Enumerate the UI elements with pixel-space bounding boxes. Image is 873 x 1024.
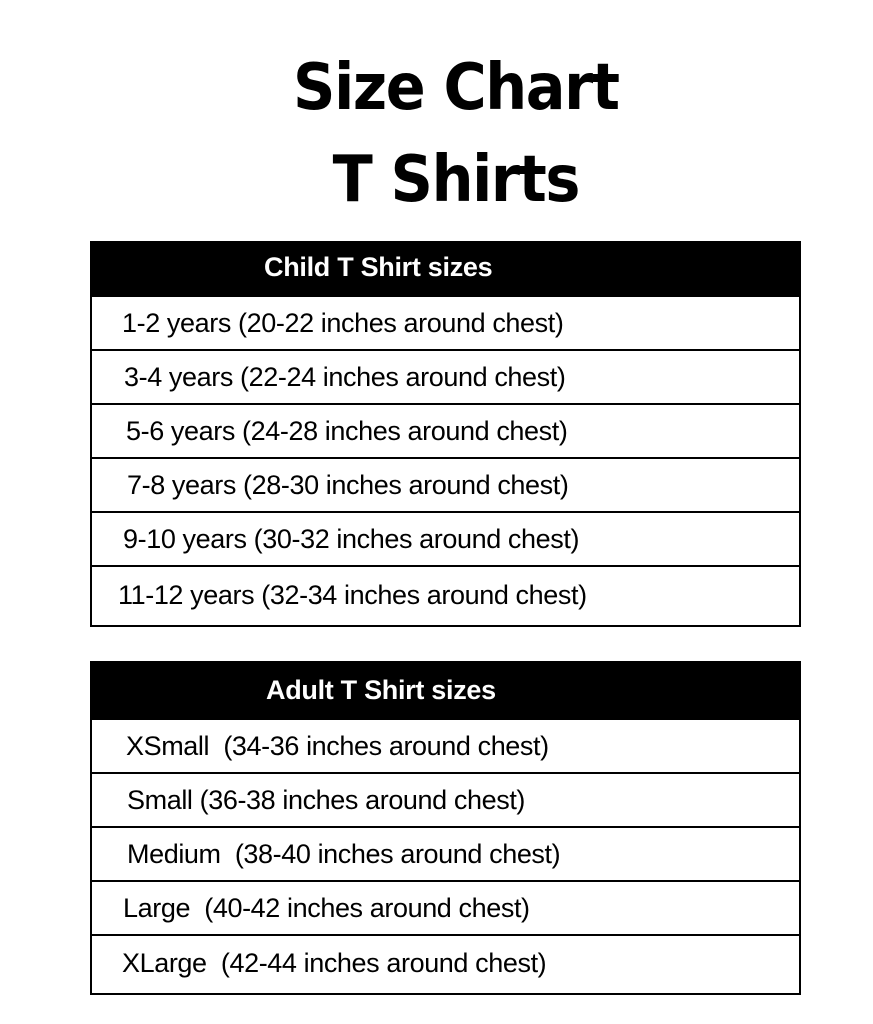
page-title-line-2: T Shirts — [332, 143, 579, 217]
child-size-row-1-2 — [92, 295, 799, 349]
child-size-row-text: 7-8 years (28-30 inches around chest) — [127, 469, 569, 500]
adult-size-row-small — [92, 772, 799, 826]
adult-size-row-text: Large (40-42 inches around chest) — [123, 892, 530, 923]
child-size-row-text: 11-12 years (32-34 inches around chest) — [118, 579, 587, 610]
child-size-row-text: 1-2 years (20-22 inches around chest) — [122, 307, 564, 338]
child-size-row-11-12 — [92, 565, 799, 623]
child-size-row-text: 9-10 years (30-32 inches around chest) — [123, 523, 580, 554]
adult-size-row-xsmall — [92, 718, 799, 772]
adult-size-row-medium — [92, 826, 799, 880]
adult-size-row-large — [92, 880, 799, 934]
adult-size-row-xlarge — [92, 934, 799, 991]
child-size-row-text: 5-6 years (24-28 inches around chest) — [126, 415, 568, 446]
child-table-header: Child T Shirt sizes — [92, 241, 799, 295]
child-size-row-3-4 — [92, 349, 799, 403]
child-size-row-5-6 — [92, 403, 799, 457]
adult-size-table — [90, 661, 801, 995]
child-size-row-text: 3-4 years (22-24 inches around chest) — [124, 361, 566, 392]
page-title-line-1: Size Chart — [293, 51, 619, 125]
adult-size-row-text: Small (36-38 inches around chest) — [127, 784, 526, 815]
adult-size-row-text: XLarge (42-44 inches around chest) — [122, 948, 547, 978]
adult-table-header: Adult T Shirt sizes — [92, 661, 799, 718]
child-size-row-9-10 — [92, 511, 799, 565]
adult-size-row-text: Medium (38-40 inches around chest) — [127, 838, 561, 869]
child-size-row-7-8 — [92, 457, 799, 511]
child-size-table — [90, 241, 801, 627]
adult-size-row-text: XSmall (34-36 inches around chest) — [126, 730, 549, 761]
